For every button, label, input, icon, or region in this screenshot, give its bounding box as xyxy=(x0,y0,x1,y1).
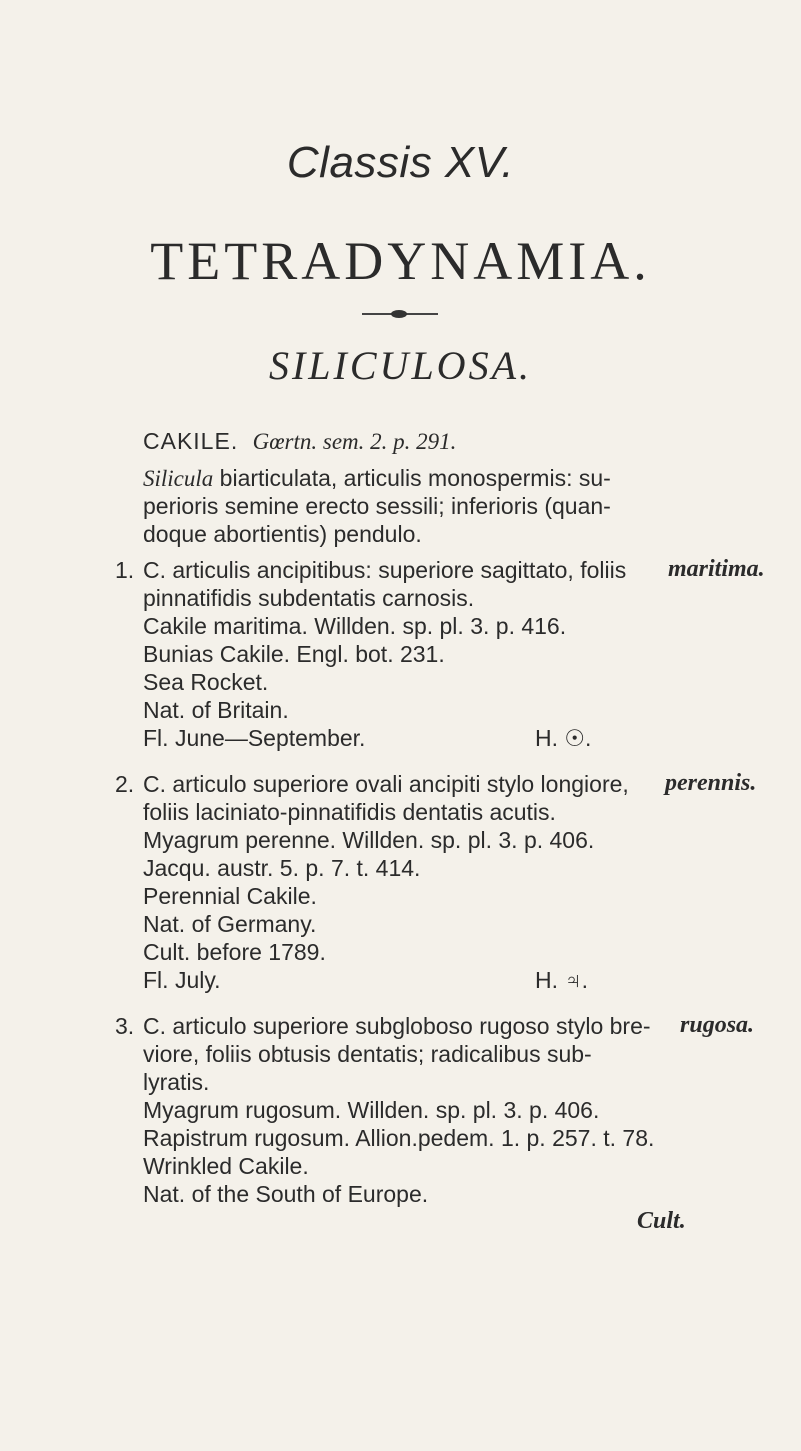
genus-description-line-2: perioris semine erecto sessili; inferioris (quan- xyxy=(143,493,611,519)
species-3-number: 3. xyxy=(115,1013,135,1039)
species-2-epithet: perennis. xyxy=(665,770,757,796)
species-2-line-6: Nat. of Germany. xyxy=(143,911,317,937)
catchword: Cult. xyxy=(637,1208,686,1234)
genus-reference: Gœrtn. sem. 2. p. 291. xyxy=(252,429,457,454)
species-1-line-5: Sea Rocket. xyxy=(143,669,269,695)
species-2-line-7: Cult. before 1789. xyxy=(143,939,326,965)
genus-description-line-1: Silicula biarticulata, articulis monospermis: su- xyxy=(143,465,611,491)
species-1-line-3: Cakile maritima. Willden. sp. pl. 3. p. 416. xyxy=(143,613,567,639)
species-2-number: 2. xyxy=(115,771,135,797)
genus-description-line-3: doque abortientis) pendulo. xyxy=(143,521,422,547)
order-title: SILICULOSA. xyxy=(268,343,533,388)
species-1-habit: H. ☉. xyxy=(535,725,592,751)
species-3-epithet: rugosa. xyxy=(680,1012,755,1038)
species-3-line-1: C. articulo superiore subgloboso rugoso stylo bre- xyxy=(143,1013,651,1039)
species-2-line-1: C. articulo superiore ovali ancipiti stylo longiore, xyxy=(143,771,629,797)
species-1-line-6: Nat. of Britain. xyxy=(143,697,289,723)
class-title: TETRADYNAMIA. xyxy=(150,231,651,291)
species-2-habit: H. ♃. xyxy=(535,967,589,993)
species-3-line-4: Myagrum rugosum. Willden. sp. pl. 3. p. 406. xyxy=(143,1097,600,1123)
classis-heading: Classis XV. xyxy=(286,138,515,187)
species-3-line-5: Rapistrum rugosum. Allion.pedem. 1. p. 257. t. 78. xyxy=(143,1125,655,1151)
species-1-epithet: maritima. xyxy=(668,556,765,582)
species-1-number: 1. xyxy=(115,557,135,583)
species-3-line-3: lyratis. xyxy=(143,1069,210,1095)
species-2-line-4: Jacqu. austr. 5. p. 7. t. 414. xyxy=(143,855,421,881)
species-1-line-2: pinnatifidis subdentatis carnosis. xyxy=(143,585,475,611)
genus-line xyxy=(143,427,456,456)
species-1-line-1: C. articulis ancipitibus: superiore sagittato, foliis xyxy=(143,557,627,583)
species-2-line-8: Fl. July. xyxy=(143,967,221,993)
species-3-line-7: Nat. of the South of Europe. xyxy=(143,1181,429,1207)
species-2-line-5: Perennial Cakile. xyxy=(143,883,317,909)
species-1-line-4: Bunias Cakile. Engl. bot. 231. xyxy=(143,641,445,667)
divider-ornament xyxy=(391,310,407,318)
species-1-line-7: Fl. June—September. xyxy=(143,725,366,751)
species-2-line-3: Myagrum perenne. Willden. sp. pl. 3. p. 406. xyxy=(143,827,595,853)
genus-description-label: Silicula xyxy=(143,466,214,491)
species-3-line-6: Wrinkled Cakile. xyxy=(143,1153,309,1179)
species-3-line-2: viore, foliis obtusis dentatis; radicalibus sub- xyxy=(143,1041,592,1067)
species-2-line-2: foliis laciniato-pinnatifidis dentatis acutis. xyxy=(143,799,556,825)
genus-name: CAKILE. xyxy=(143,428,239,454)
